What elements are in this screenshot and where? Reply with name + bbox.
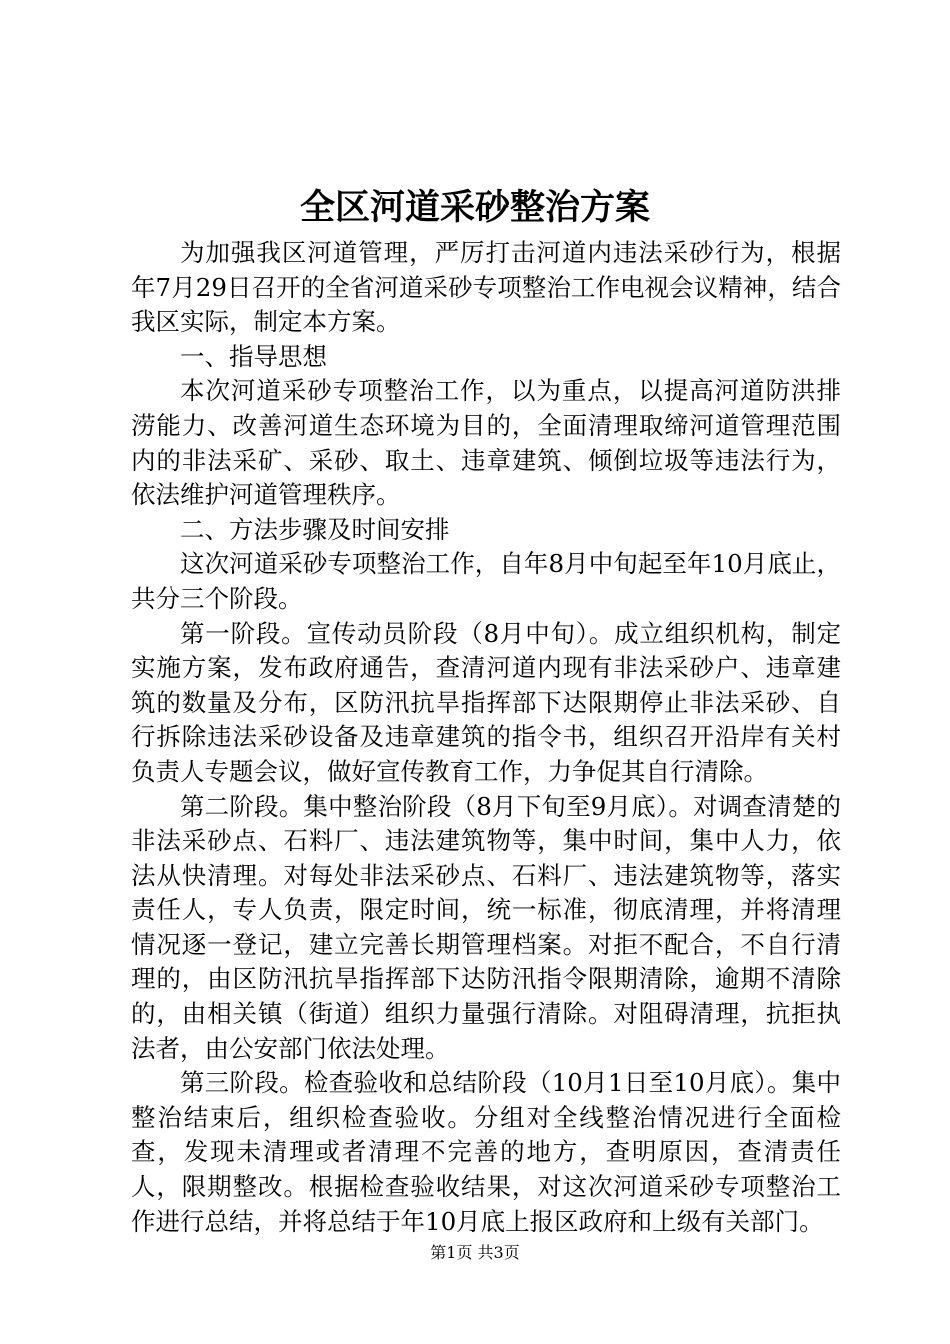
document-body bbox=[131, 236, 841, 1239]
section-heading-methods-schedule: 二、方法步骤及时间安排 bbox=[180, 514, 450, 544]
intro-paragraph: 为加强我区河道管理，严厉打击河道内违法采砂行为，根据年7月29日召开的全省河道采砂专项整治工作电视会议精神，结合我区实际，制定本方案。 bbox=[131, 238, 841, 337]
stage-one-paragraph: 第一阶段。宣传动员阶段（8月中旬）。成立组织机构，制定实施方案，发布政府通告，查清河道内现有非法采砂户、违章建筑的数量及分布，区防汛抗旱指挥部下达限期停止非法采砂、自行拆除违法采砂设备及违章建筑的指令书，组织召开沿岸有关村负责人专题会议，做好宣传教育工作，力争促其自行清除。 bbox=[131, 618, 841, 786]
document-title: 全区河道采砂整治方案 bbox=[299, 187, 650, 228]
stage-three-paragraph: 第三阶段。检查验收和总结阶段（10月1日至10月底）。集中整治结束后，组织检查验收。分组对全线整治情况进行全面检查，发现未清理或者清理不完善的地方，查明原因，查清责任人，限期整改。根据检查验收结果，对这次河道采砂专项整治工作进行总结，并将总结于年10月底上报区政府和上级有关部门。 bbox=[131, 1068, 841, 1236]
section-heading-guiding-ideology: 一、指导思想 bbox=[180, 341, 327, 371]
page-number-footer: 第1页 共3页 bbox=[430, 1243, 520, 1262]
guiding-ideology-paragraph: 本次河道采砂专项整治工作，以为重点，以提高河道防洪排涝能力、改善河道生态环境为目的，全面清理取缔河道管理范围内的非法采矿、采砂、取土、违章建筑、倾倒垃圾等违法行为，依法维护河道管理秩序。 bbox=[131, 376, 841, 510]
schedule-overview-paragraph: 这次河道采砂专项整治工作，自年8月中旬起至年10月底止，共分三个阶段。 bbox=[131, 549, 841, 613]
stage-two-paragraph: 第二阶段。集中整治阶段（8月下旬至9月底）。对调查清楚的非法采砂点、石料厂、违法建筑物等，集中时间，集中人力，依法从快清理。对每处非法采砂点、石料厂、违法建筑物等，落实责任人，专人负责，限定时间，统一标准，彻底清理，并将清理情况逐一登记，建立完善长期管理档案。对拒不配合，不自行清理的，由区防汛抗旱指挥部下达防汛指令限期清除，逾期不清除的，由相关镇（街道）组织力量强行清除。对阻碍清理，抗拒执法者，由公安部门依法处理。 bbox=[131, 791, 841, 1063]
